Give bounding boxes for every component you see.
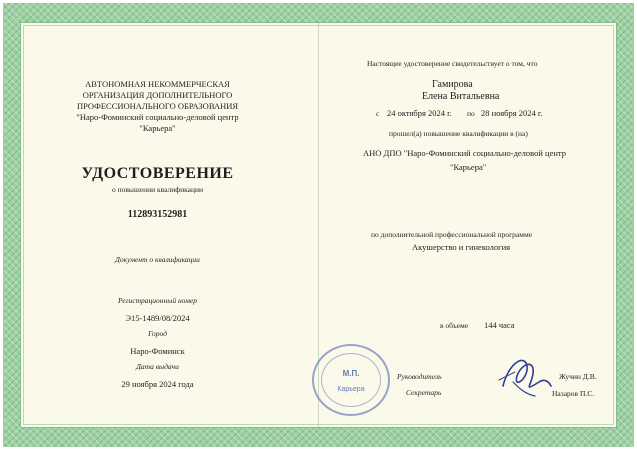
org-line-3: ПРОФЕССИОНАЛЬНОГО ОБРАЗОВАНИЯ — [76, 101, 239, 111]
org-line-1: АВТОНОМНАЯ НЕКОММЕРЧЕСКАЯ — [85, 79, 230, 89]
org-line-2: ОРГАНИЗАЦИЯ ДОПОЛНИТЕЛЬНОГО — [82, 90, 233, 100]
reg-number-label: Регистрационный номер — [117, 296, 197, 305]
document-title: УДОСТОВЕРЕНИЕ — [81, 165, 234, 182]
org-line-5: "Карьера" — [139, 123, 176, 133]
secretary-name: Назаров П.С. — [552, 389, 595, 398]
document-type: Документ о квалификации — [115, 255, 200, 264]
document-number: 112893152981 — [127, 209, 188, 220]
issuing-org-line-2: "Карьера" — [450, 162, 487, 172]
holder-name: Елена Витальевна — [422, 91, 500, 102]
head-signature — [495, 352, 555, 400]
passed-text: прошел(а) повышение квалификации в (на) — [389, 129, 528, 138]
issue-date-label: Дата выдачи — [136, 362, 179, 371]
official-stamp — [312, 344, 390, 416]
document-subtitle: о повышении квалификации — [112, 185, 203, 194]
certify-intro: Настоящее удостоверение свидетельствует о том, что — [367, 59, 538, 68]
period-from-prefix: с — [376, 109, 380, 118]
head-label: Руководитель — [397, 372, 442, 381]
period-to: 28 ноября 2024 г. — [481, 108, 543, 118]
city-value: Наро-Фоминск — [130, 346, 185, 356]
secretary-label: Секретарь — [406, 388, 442, 397]
reg-number: Э15-1489/08/2024 — [125, 313, 190, 323]
head-name: Жучин Д.В. — [559, 372, 597, 381]
stamp-org: Карьера — [337, 386, 365, 393]
org-line-4: "Наро-Фоминский социально-деловой центр — [76, 112, 239, 122]
issuing-org-line-1: АНО ДПО "Наро-Фоминский социально-деловой центр — [363, 148, 566, 158]
volume-label: в объеме — [440, 321, 469, 330]
program-name: Акушерство и гинекология — [412, 242, 511, 252]
period-to-prefix: по — [467, 109, 475, 118]
issue-date: 29 ноября 2024 года — [121, 379, 194, 389]
holder-surname: Гамирова — [432, 79, 473, 90]
city-label: Город — [148, 329, 167, 338]
stamp-mark: М.П. — [342, 369, 360, 378]
volume-value: 144 часа — [484, 320, 515, 330]
period-from: 24 октября 2024 г. — [387, 108, 452, 118]
program-label: по дополнительной профессиональной программе — [371, 230, 533, 239]
